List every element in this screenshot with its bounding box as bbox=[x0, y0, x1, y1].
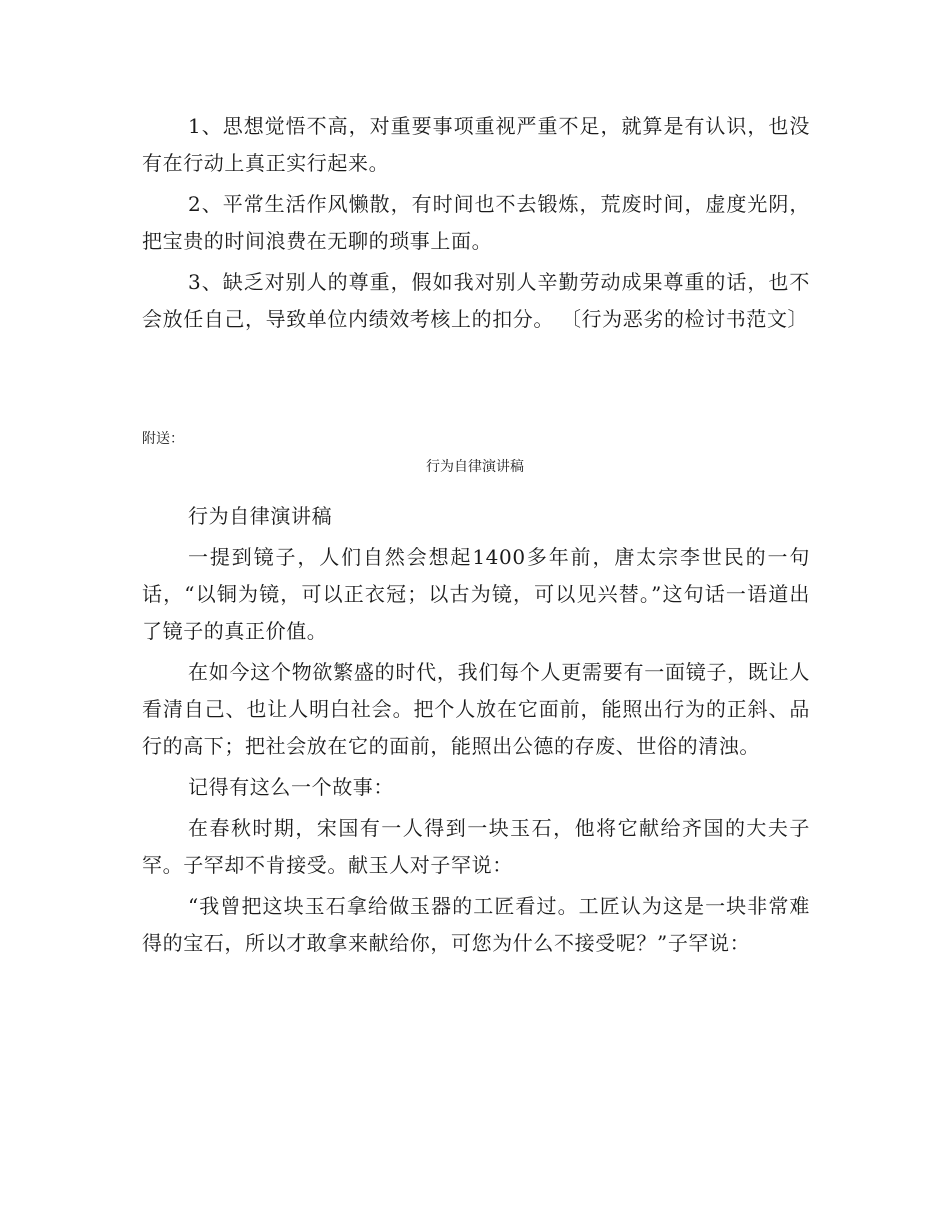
paragraph-3: 3、缺乏对别人的尊重，假如我对别人辛勤劳动成果尊重的话，也不会放任自己，导致单位内绩效考核上的扣分。 〔行为恶劣的检讨书范文〕 bbox=[142, 270, 810, 331]
self-criticism-section bbox=[142, 108, 810, 342]
appendix-title: 行为自律演讲稿 bbox=[426, 459, 524, 475]
speech-heading: 行为自律演讲稿 bbox=[188, 504, 333, 528]
speech-paragraph: “我曾把这块玉石拿给做玉器的工匠看过。工匠认为这是一块非常难得的宝石，所以才敢拿来献给你，可您为什么不接受呢？”子罕说： bbox=[142, 894, 810, 955]
paragraph-1: 1、思想觉悟不高，对重要事项重视严重不足，就算是有认识，也没有在行动上真正实行起来。 bbox=[142, 114, 810, 175]
speech-section bbox=[142, 498, 810, 966]
paragraph-2: 2、平常生活作风懒散，有时间也不去锻炼，荒废时间，虚度光阴，把宝贵的时间浪费在无聊的琐事上面。 bbox=[142, 192, 810, 253]
speech-paragraph: 一提到镜子，人们自然会想起1400多年前，唐太宗李世民的一句话，“以铜为镜，可以正衣冠；以古为镜，可以见兴替。”这句话一语道出了镜子的真正价值。 bbox=[142, 545, 810, 643]
speech-paragraph: 在如今这个物欲繁盛的时代，我们每个人更需要有一面镜子，既让人看清自己、也让人明白社会。把个人放在它面前，能照出行为的正斜、品行的高下；把社会放在它的面前，能照出公德的存废、世俗的清浊。 bbox=[142, 660, 810, 758]
speech-paragraph: 在春秋时期，宋国有一人得到一块玉石，他将它献给齐国的大夫子罕。子罕却不肯接受。献玉人对子罕说： bbox=[142, 816, 810, 877]
speech-paragraph: 记得有这么一个故事： bbox=[188, 775, 394, 799]
appendix-label: 附送： bbox=[142, 431, 184, 447]
